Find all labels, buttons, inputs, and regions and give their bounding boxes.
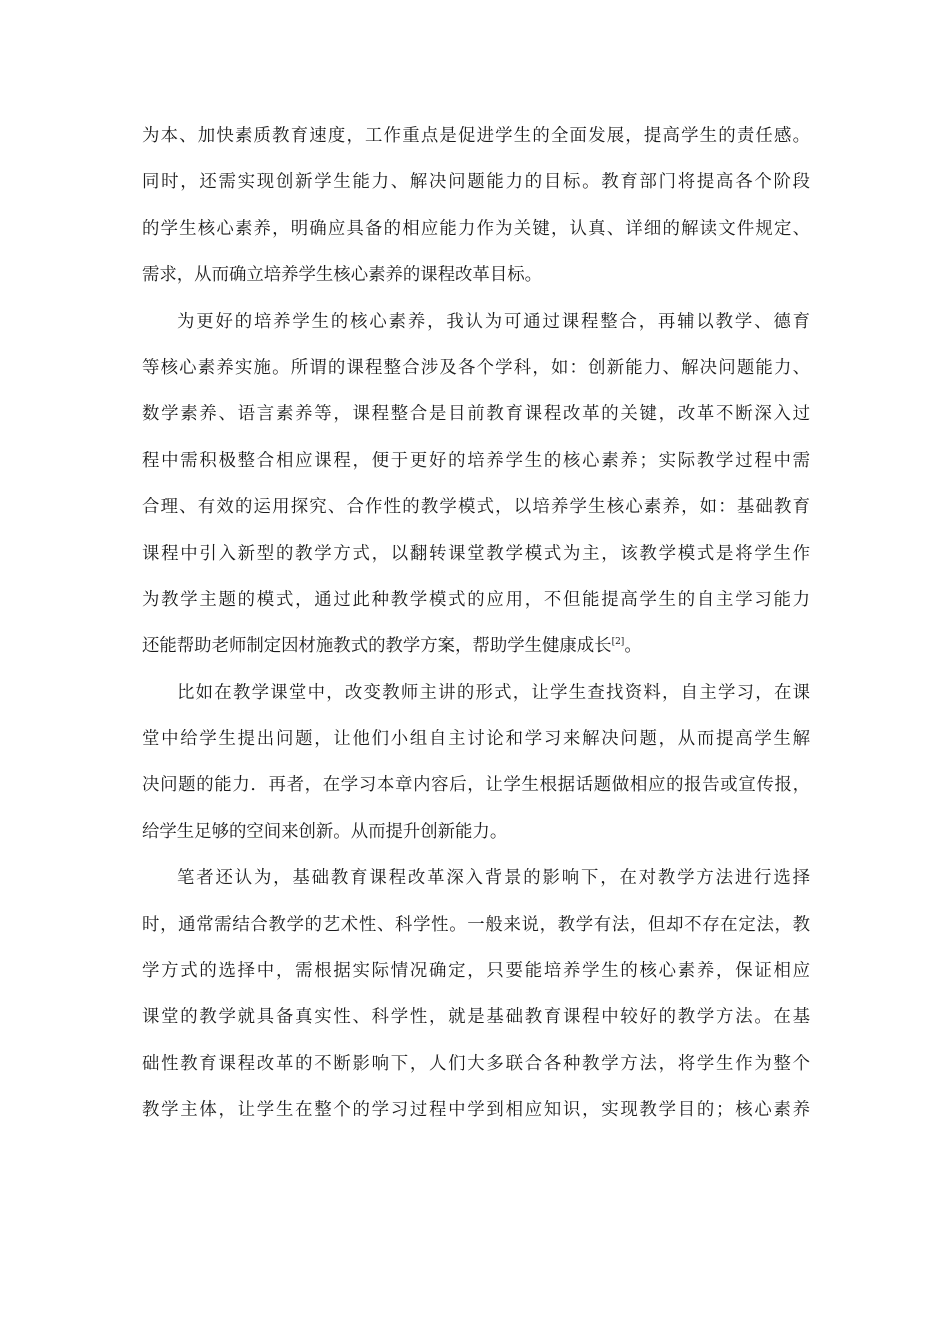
text-line: 数学素养、语言素养等，课程整合是目前教育课程改革的关键，改革不断深入过 <box>142 404 810 425</box>
paragraph-4 <box>142 855 810 1133</box>
text-line: 合理、有效的运用探究、合作性的教学模式，以培养学生核心素养，如：基础教育 <box>142 497 810 518</box>
text-line: 同时，还需实现创新学生能力、解决问题能力的目标。教育部门将提高各个阶段 <box>142 172 810 193</box>
text-line-with-citation <box>142 623 810 669</box>
text-line: 比如在教学课堂中，改变教师主讲的形式，让学生查找资料，自主学习，在课 <box>177 682 810 703</box>
text-line: 课程中引入新型的教学方式，以翻转课堂教学模式为主，该教学模式是将学生作 <box>142 543 810 564</box>
sentence-ending: 。 <box>624 636 642 657</box>
text-line: 为本、加快素质教育速度，工作重点是促进学生的全面发展，提高学生的责任感。 <box>142 126 810 146</box>
text-line: 础性教育课程改革的不断影响下，人们大多联合各种教学方法，将学生作为整个 <box>142 1053 810 1074</box>
text-line: 还能帮助老师制定因材施教式的教学方案，帮助学生健康成长 <box>142 636 612 657</box>
text-line: 笔者还认为，基础教育课程改革深入背景的影响下，在对教学方法进行选择 <box>177 868 810 889</box>
text-line: 等核心素养实施。所谓的课程整合涉及各个学科，如：创新能力、解决问题能力、 <box>142 357 810 378</box>
paragraph-1 <box>142 113 810 299</box>
text-line: 时，通常需结合教学的艺术性、科学性。一般来说，教学有法，但却不存在定法，教 <box>142 914 810 935</box>
paragraph-2 <box>142 299 810 670</box>
paragraph-3 <box>142 670 810 856</box>
text-line: 教学主体，让学生在整个的学习过程中学到相应知识，实现教学目的；核心素养 <box>142 1100 810 1121</box>
text-line: 为教学主题的模式，通过此种教学模式的应用，不但能提高学生的自主学习能力 <box>142 589 810 610</box>
citation-reference: [2] <box>611 637 625 648</box>
text-line: 堂中给学生提出问题，让他们小组自主讨论和学习来解决问题，从而提高学生解 <box>142 729 810 750</box>
text-line: 程中需积极整合相应课程，便于更好的培养学生的核心素养；实际教学过程中需 <box>142 450 810 471</box>
text-line: 为更好的培养学生的核心素养，我认为可通过课程整合，再辅以教学、德育 <box>177 311 810 332</box>
text-line: 给学生足够的空间来创新。从而提升创新能力。 <box>142 821 508 842</box>
text-line: 的学生核心素养，明确应具备的相应能力作为关键，认真、详细的解读文件规定、 <box>142 218 810 239</box>
body-text <box>142 113 810 1134</box>
text-line: 决问题的能力．再者，在学习本章内容后，让学生根据话题做相应的报告或宣传报， <box>142 775 810 796</box>
text-line: 学方式的选择中，需根据实际情况确定，只要能培养学生的核心素养，保证相应 <box>142 961 810 982</box>
text-line: 需求，从而确立培养学生核心素养的课程改革目标。 <box>142 265 542 286</box>
text-line: 课堂的教学就具备真实性、科学性，就是基础教育课程中较好的教学方法。在基 <box>142 1007 810 1028</box>
